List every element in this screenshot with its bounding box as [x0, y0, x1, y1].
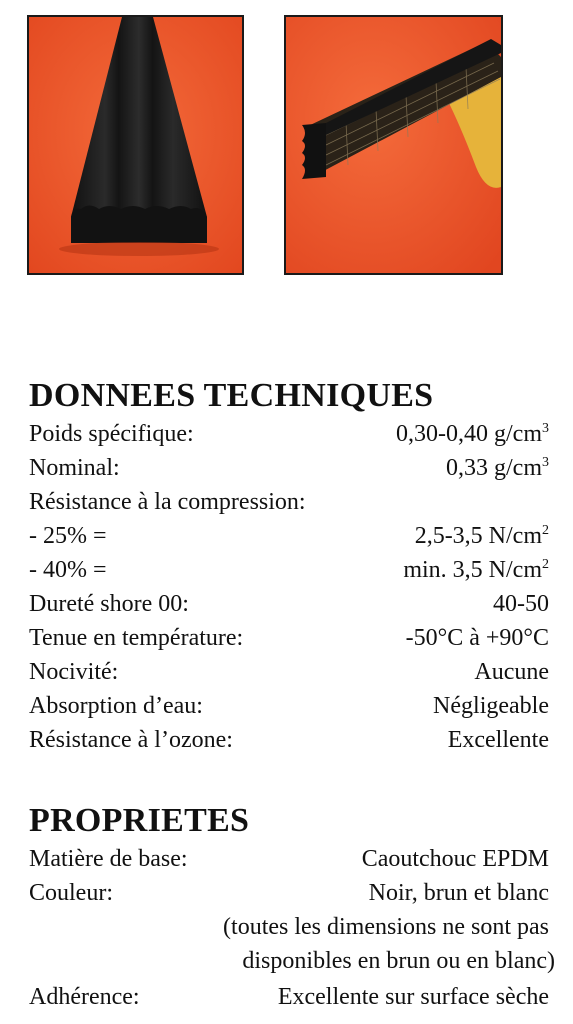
spec-row-water-absorption	[29, 689, 549, 723]
spec-value: -50°C à +90°C	[405, 625, 549, 651]
spec-row-specific-weight	[29, 417, 549, 451]
property-label: Couleur:	[29, 880, 113, 906]
adhesive-gasket-image	[286, 17, 501, 273]
product-photo-left	[27, 15, 244, 275]
spec-value: Aucune	[474, 659, 549, 685]
spec-row-hardness	[29, 587, 549, 621]
properties-heading: PROPRIETES	[29, 802, 250, 839]
spec-label: - 40% =	[29, 557, 107, 583]
property-row-base-material	[29, 842, 549, 876]
spec-label: Nocivité:	[29, 659, 119, 685]
technical-data-heading: DONNEES TECHNIQUES	[29, 377, 434, 414]
color-note-line-1: (toutes les dimensions ne sont pas	[223, 914, 549, 940]
spec-row-temperature	[29, 621, 549, 655]
ribbed-gasket-image	[29, 17, 242, 273]
property-label: Adhérence:	[29, 984, 140, 1010]
property-row-color	[29, 876, 549, 910]
color-note-line-2: disponibles en brun ou en blanc)	[242, 948, 555, 974]
spec-value: 40-50	[493, 591, 549, 617]
spec-label: Dureté shore 00:	[29, 591, 189, 617]
spec-label: - 25% =	[29, 523, 107, 549]
spec-label: Absorption d’eau:	[29, 693, 203, 719]
property-label: Matière de base:	[29, 846, 188, 872]
product-photo-right	[284, 15, 503, 275]
spec-value: 0,33 $g/cm^3$	[446, 455, 549, 481]
spec-row-compression-40	[29, 553, 549, 587]
spec-row-nominal	[29, 451, 549, 485]
spec-value: Excellente	[447, 727, 549, 753]
spec-value: 2,5-3,5 $N/cm^2$	[414, 523, 549, 549]
spec-value: 0,30-0,40 $g/cm^3$	[396, 421, 549, 447]
spec-label: Nominal:	[29, 455, 120, 481]
spec-row-toxicity	[29, 655, 549, 689]
property-value: Noir, brun et blanc	[368, 880, 549, 906]
property-row-adhesion	[29, 980, 549, 1014]
property-value: Excellente sur surface sèche	[277, 984, 549, 1010]
spec-label: Tenue en température:	[29, 625, 244, 651]
spec-label: Poids spécifique:	[29, 421, 194, 447]
property-value: Caoutchouc EPDM	[361, 846, 549, 872]
spec-row-ozone	[29, 723, 549, 757]
spec-value: min. 3,5 $N/cm^2$	[403, 557, 549, 583]
spec-row-compression	[29, 485, 549, 519]
spec-value: Négligeable	[433, 693, 549, 719]
spec-label: Résistance à l’ozone:	[29, 727, 233, 753]
spec-label: Résistance à la compression:	[29, 489, 306, 515]
spec-row-compression-25	[29, 519, 549, 553]
